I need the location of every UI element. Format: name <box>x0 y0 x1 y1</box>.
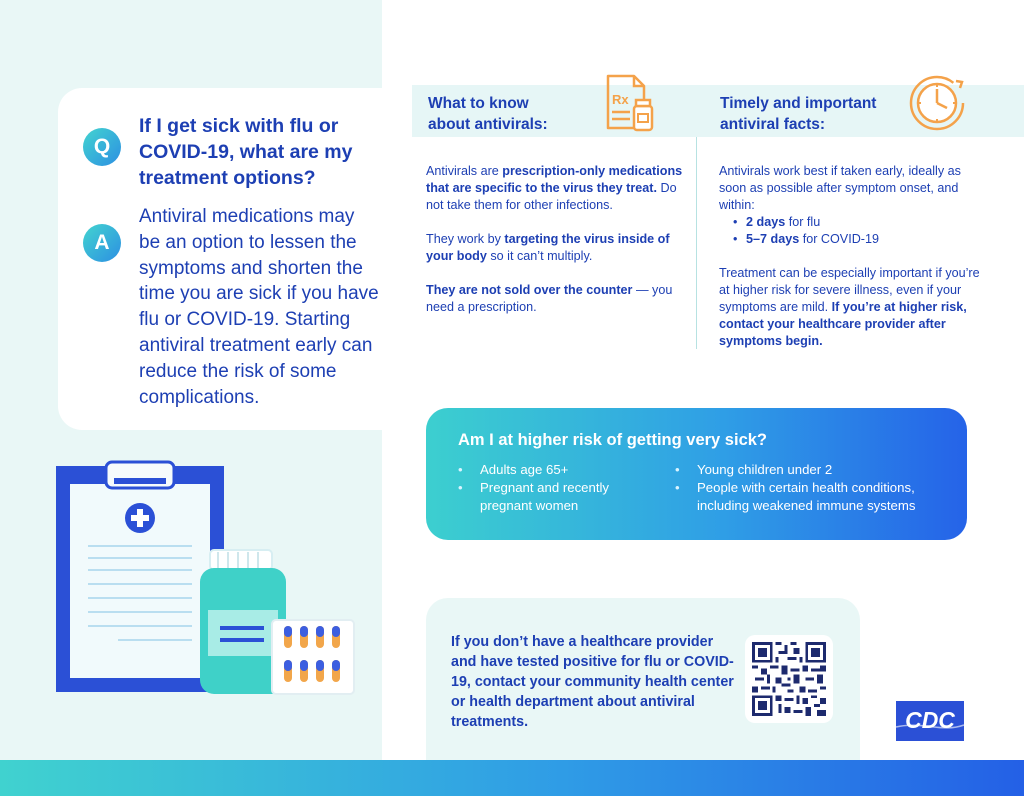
col1-paragraph-2: They work by targeting the virus inside of your body so it can’t multiply. <box>426 232 670 263</box>
provider-info-text: If you don’t have a healthcare provider and have tested positive for flu or COVID-19, contact your community health center or health department about antiviral treatments. <box>451 634 734 730</box>
timing-list <box>719 214 984 248</box>
clipboard-medicine-illustration <box>40 460 370 700</box>
risk-item: • Pregnant and recently pregnant women <box>480 479 660 515</box>
higher-risk-title: Am I at higher risk of getting very sick? <box>458 431 767 449</box>
col1-paragraph-3: They are not sold over the counter — you need a prescription. <box>426 283 673 314</box>
col1-paragraph-1: Antivirals are prescription-only medications that are specific to the virus they treat. Do not take them for other infections. <box>426 164 683 212</box>
risk-list-right <box>697 461 947 515</box>
cdc-logo <box>892 697 968 745</box>
footer-gradient-bar <box>0 760 1024 796</box>
risk-item: • Adults age 65+ <box>480 461 660 479</box>
svg-text:Rx: Rx <box>612 92 629 107</box>
clipboard-clip <box>106 462 174 488</box>
col2-paragraph-1: Antivirals work best if taken early, ideally as soon as possible after symptom onset, and within: <box>719 164 961 212</box>
col2-paragraph-2: Treatment can be especially important if you’re at higher risk for severe illness, even if your symptoms are mild. If you’re at higher risk, contact your healthcare provider after symptoms begin. <box>719 266 980 348</box>
timing-item-covid: • 5–7 days for COVID-19 <box>746 231 984 248</box>
question-text: If I get sick with flu or COVID-19, what are my treatment options? <box>139 115 353 189</box>
answer-text: Antiviral medications may be an option to lessen the symptoms and shorten the time you are sick if you have flu or COVID-19. Starting antiviral treatment early can reduce the risk of some complications. <box>139 206 379 408</box>
col1-heading: What to know about antivirals: <box>428 95 548 133</box>
col2-body <box>719 163 984 367</box>
qr-code[interactable] <box>752 642 826 716</box>
prescription-icon <box>600 72 658 132</box>
bottle-label <box>208 610 278 656</box>
col2-heading: Timely and important antiviral facts: <box>720 95 877 133</box>
column-divider <box>696 137 697 349</box>
clock-icon <box>906 72 968 134</box>
svg-text:CDC: CDC <box>905 707 955 733</box>
timing-item-flu: • 2 days for flu <box>746 214 984 231</box>
question-badge: Q <box>83 128 121 166</box>
bottle-cap <box>210 550 272 570</box>
answer-badge: A <box>83 224 121 262</box>
risk-item: • Young children under 2 <box>697 461 947 479</box>
risk-list-left <box>480 461 660 515</box>
risk-item: • People with certain health conditions, including weakened immune systems <box>697 479 947 515</box>
col1-body <box>426 163 688 333</box>
